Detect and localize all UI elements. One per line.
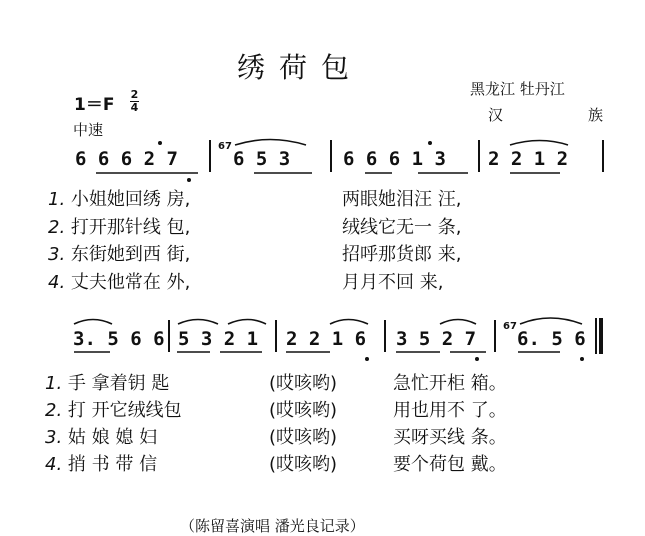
ethnic-label-1: 汉 — [488, 106, 504, 124]
tempo-marking: 中速 — [73, 121, 104, 139]
slur — [520, 318, 582, 324]
verse-number: 1. — [48, 189, 66, 210]
time-signature-bottom: 4 — [130, 101, 139, 114]
measure-1-4: 2 2 1 2 — [488, 148, 569, 170]
measure-2-5: 6. 5 6 — [517, 328, 586, 350]
lyric-interjection: (哎咳哟) — [269, 427, 338, 448]
slur — [178, 320, 218, 325]
lyric-line: 买呀买线 条。 — [393, 427, 507, 448]
octave-dot — [428, 141, 432, 145]
octave-dot — [158, 141, 162, 145]
ethnic-label-2: 族 — [588, 106, 604, 124]
lyric-line: 急忙开柜 箱。 — [393, 373, 507, 394]
measure-2-4: 3 5 2 7 — [396, 328, 477, 350]
lyric-line: 手 拿着钥 匙 — [67, 373, 170, 394]
measure-2-3: 2 2 1 6 — [286, 328, 367, 350]
octave-dot — [187, 178, 191, 182]
verse-number: 1. — [45, 373, 63, 394]
verse-number: 3. — [48, 244, 66, 265]
verse-number: 3. — [45, 427, 63, 448]
measure-1-2: 6 5 3 — [233, 148, 291, 170]
slur — [228, 320, 266, 325]
grace-note-2: 67 — [503, 321, 517, 332]
slur — [440, 320, 476, 325]
lyric-line: 东街她到西 街, — [70, 244, 191, 265]
lyric-line: 要个荷包 戴。 — [393, 454, 507, 475]
lyric-interjection: (哎咳哟) — [269, 454, 338, 475]
verse-number: 2. — [45, 400, 63, 421]
octave-dot — [580, 357, 584, 361]
slur — [235, 140, 306, 146]
measure-1-1: 6 6 6 2 7 — [75, 148, 178, 170]
lyric-line: 小姐她回绣 房, — [70, 189, 191, 210]
slur — [510, 141, 568, 146]
lyric-interjection: (哎咳哟) — [269, 400, 338, 421]
lyric-line: 打开那针线 包, — [70, 217, 191, 238]
verse-number: 4. — [48, 272, 66, 293]
measure-2-2: 5 3 2 1 — [178, 328, 259, 350]
verse-number: 2. — [48, 217, 66, 238]
measure-1-3: 6 6 6 1 3 — [343, 148, 446, 170]
lyric-line: 姑 娘 媳 妇 — [67, 427, 158, 448]
slur — [330, 320, 368, 325]
lyric-line: 捎 书 带 信 — [67, 454, 158, 475]
lyric-interjection: (哎咳哟) — [269, 373, 338, 394]
grace-note-1: 67 — [218, 141, 232, 152]
measure-2-1: 3. 5 6 6 — [73, 328, 165, 350]
slur — [74, 320, 112, 325]
lyric-line: 招呼那货郎 来, — [342, 244, 462, 265]
key-signature: 1＝F — [74, 95, 115, 115]
lyric-line: 两眼她泪汪 汪, — [342, 189, 462, 210]
origin-region: 黑龙江 牡丹江 — [470, 80, 565, 98]
time-signature-top: 2 — [130, 88, 139, 101]
lyric-line: 用也用不 了。 — [393, 400, 507, 421]
octave-dot — [365, 357, 369, 361]
lyric-line: 月月不回 来, — [342, 272, 444, 293]
lyric-line: 丈夫他常在 外, — [70, 272, 191, 293]
verse-number: 4. — [45, 454, 63, 475]
song-title: 绣荷包 — [237, 51, 364, 84]
performer-credit: （陈留喜演唱 潘光良记录） — [180, 517, 365, 535]
lyric-line: 打 开它绒线包 — [67, 400, 182, 421]
lyric-line: 绒线它无一 条, — [342, 217, 462, 238]
octave-dot — [475, 357, 479, 361]
